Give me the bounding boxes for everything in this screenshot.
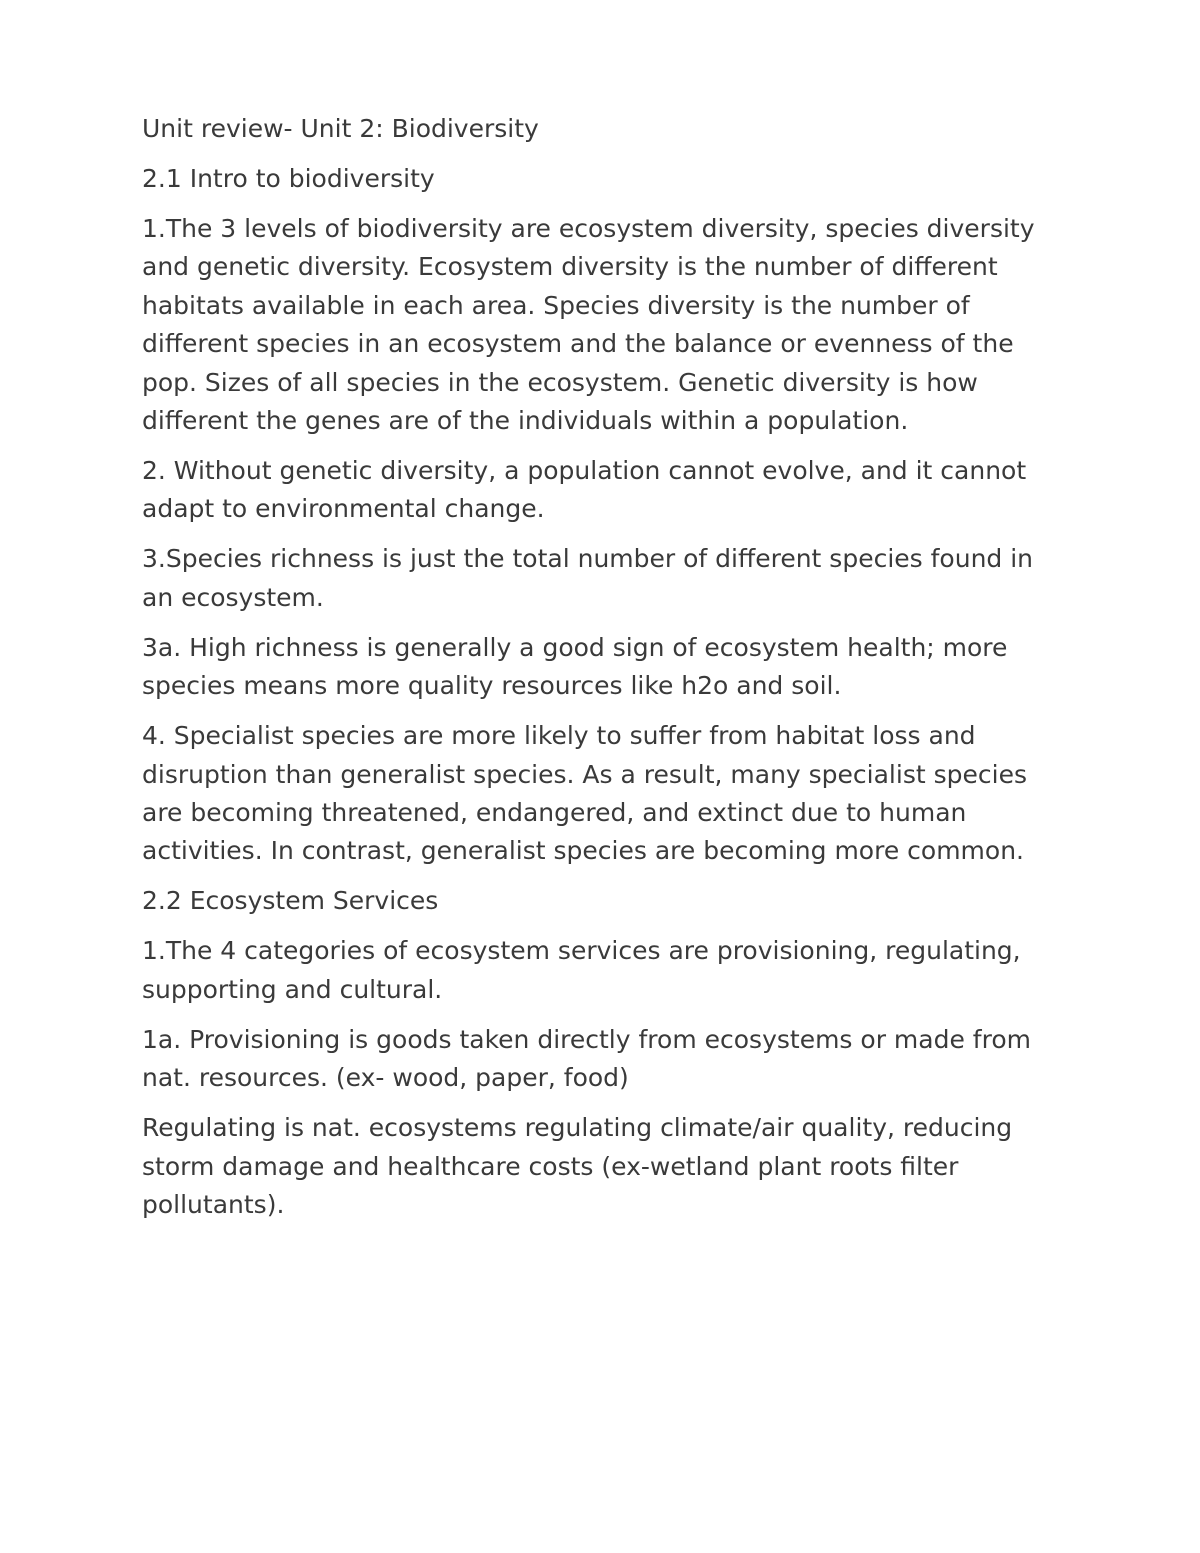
paragraph-specialist-species: 4. Specialist species are more likely to suffer from habitat loss and disruption than generalist species. As a result, many specialist species are becoming threatened, endangered, and extinct due to human activities. In contrast, generalist species are becoming more common.: [142, 721, 1027, 866]
paragraph-provisioning: 1a. Provisioning is goods taken directly from ecosystems or made from nat. resources. (ex- wood, paper, food): [142, 1024, 1031, 1093]
document-title: Unit review- Unit 2: Biodiversity: [142, 114, 539, 143]
paragraph-genetic-diversity: 2. Without genetic diversity, a population cannot evolve, and it cannot adapt to environmental change.: [142, 456, 1027, 524]
section-heading-2-1: 2.1 Intro to biodiversity: [142, 164, 435, 193]
paragraph-high-richness: 3a. High richness is generally a good sign of ecosystem health; more species means more quality resources like h2o and soil.: [142, 632, 1008, 701]
paragraph-levels-of-biodiversity: 1.The 3 levels of biodiversity are ecosystem diversity, species diversity and genetic diversity. Ecosystem diversity is the number of different habitats available in each area. Species diversity is the number of different species in an ecosystem and the balance or evenness of the pop. Sizes of all species in the ecosystem. Genetic diversity is how different the genes are of the individuals within a population.: [142, 214, 1035, 436]
section-heading-2-2: 2.2 Ecosystem Services: [142, 886, 439, 916]
paragraph-species-richness: 3.Species richness is just the total number of different species found in an ecosystem.: [142, 544, 1034, 612]
document-body: [142, 110, 1072, 1236]
paragraph-service-categories: 1.The 4 categories of ecosystem services are provisioning, regulating, supporting and cultural.: [142, 936, 1021, 1004]
paragraph-regulating: Regulating is nat. ecosystems regulating climate/air quality, reducing storm damage and healthcare costs (ex-wetland plant roots filter pollutants).: [142, 1113, 1013, 1220]
